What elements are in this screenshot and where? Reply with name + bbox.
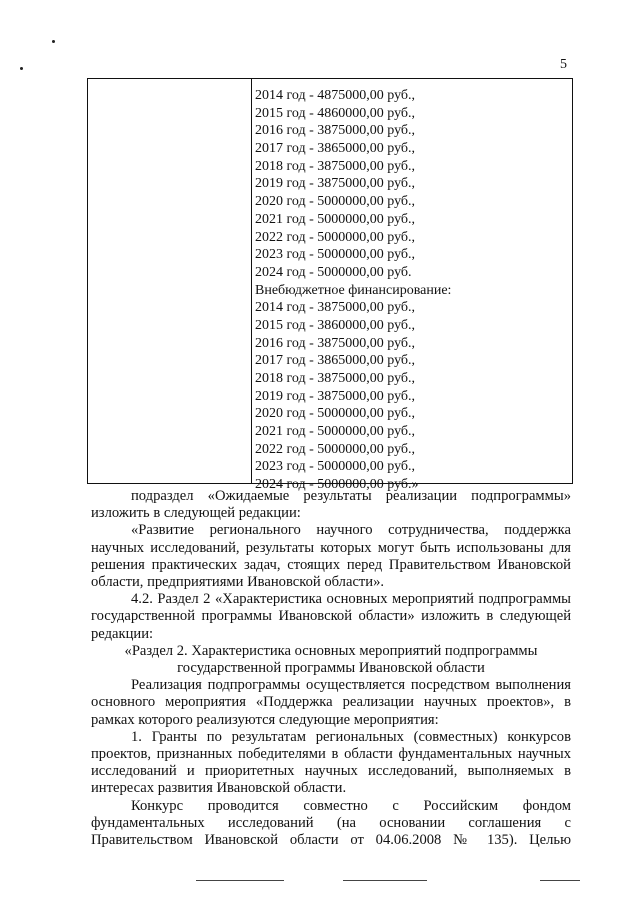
extrabudget-line: 2019 год - 3875000,00 руб., — [255, 388, 416, 404]
paragraph-line: решения практических задач, стоящих перед Правительством Ивановской — [91, 556, 571, 573]
budget-line: 2014 год - 4875000,00 руб., — [255, 88, 416, 103]
paragraph-line: основного мероприятия «Поддержка реализации научных проектов», в — [91, 694, 571, 711]
signature-rule-right — [343, 880, 427, 881]
margin-dot-left — [20, 67, 23, 70]
budget-line: 2016 год - 3875000,00 руб., — [255, 123, 416, 139]
extrabudget-line: 2015 год - 3860000,00 руб., — [255, 317, 416, 333]
signature-rule-left — [196, 880, 284, 881]
section-heading: «Раздел 2. Характеристика основных мероприятий подпрограммы — [124, 642, 538, 659]
body-text — [91, 488, 571, 849]
paragraph-line: Правительством Ивановской области от 04.06.2008 № 135). Целью — [91, 832, 571, 849]
paragraph-line: 1. Гранты по результатам региональных (совместных) конкурсов — [131, 728, 571, 745]
budget-line: 2024 год - 5000000,00 руб. — [255, 264, 412, 280]
extrabudget-line: 2022 год - 5000000,00 руб., — [255, 441, 416, 457]
budget-line: 2019 год - 3875000,00 руб., — [255, 176, 416, 192]
paragraph-line: фундаментальных исследований (на основании соглашения с — [91, 814, 571, 831]
extrabudget-line: 2020 год - 5000000,00 руб., — [255, 406, 416, 422]
section-heading: государственной программы Ивановской области — [177, 660, 485, 677]
table-column-divider — [251, 79, 252, 483]
budget-line: 2022 год - 5000000,00 руб., — [255, 229, 416, 245]
paragraph-line: области, предприятиями Ивановской области». — [91, 574, 385, 591]
budget-line: 2018 год - 3875000,00 руб., — [255, 158, 416, 174]
paragraph-line: редакции: — [91, 625, 154, 642]
paragraph-line: интересах развития Ивановской области. — [91, 780, 347, 797]
paragraph-line: Конкурс проводится совместно с Российским фондом — [131, 797, 571, 814]
extrabudget-line: 2024 год - 5000000,00 руб.» — [255, 477, 419, 493]
extrabudget-heading: Внебюджетное финансирование: — [255, 282, 452, 298]
paragraph-line: рамках которого реализуются следующие мероприятия: — [91, 711, 439, 728]
budget-line: 2017 год - 3865000,00 руб., — [255, 141, 416, 157]
paragraph-line: проектов, признанных победителями в области фундаментальных научных — [91, 746, 571, 763]
paragraph-line: «Развитие регионального научного сотрудничества, поддержка — [131, 522, 571, 539]
signature-rule-far — [540, 880, 580, 881]
paragraph-line: Реализация подпрограммы осуществляется посредством выполнения — [131, 677, 571, 694]
extrabudget-line: 2017 год - 3865000,00 руб., — [255, 353, 416, 369]
extrabudget-line: 2021 год - 5000000,00 руб., — [255, 424, 416, 440]
paragraph-line: 4.2. Раздел 2 «Характеристика основных мероприятий подпрограммы — [131, 591, 571, 608]
paragraph-line: подраздел «Ожидаемые результаты реализации подпрограммы» — [131, 488, 571, 504]
margin-dot-top — [52, 40, 55, 43]
extrabudget-line: 2016 год - 3875000,00 руб., — [255, 335, 416, 351]
page-number: 5 — [560, 57, 567, 72]
budget-line: 2015 год - 4860000,00 руб., — [255, 105, 416, 121]
budget-line: 2020 год - 5000000,00 руб., — [255, 194, 416, 210]
funding-table — [87, 78, 573, 493]
budget-line: 2023 год - 5000000,00 руб., — [255, 247, 416, 263]
paragraph-line: научных исследований, результаты которых могут быть использованы для — [91, 539, 571, 556]
extrabudget-line: 2014 год - 3875000,00 руб., — [255, 300, 416, 316]
paragraph-line: исследований и приоритетных научных исследований, выполняемых в — [91, 763, 571, 780]
budget-line: 2021 год - 5000000,00 руб., — [255, 211, 416, 227]
paragraph-line: государственной программы Ивановской области» изложить в следующей — [91, 608, 571, 625]
paragraph-line: изложить в следующей редакции: — [91, 505, 301, 522]
extrabudget-line: 2023 год - 5000000,00 руб., — [255, 459, 416, 475]
funding-cell — [255, 87, 565, 494]
extrabudget-line: 2018 год - 3875000,00 руб., — [255, 371, 416, 386]
